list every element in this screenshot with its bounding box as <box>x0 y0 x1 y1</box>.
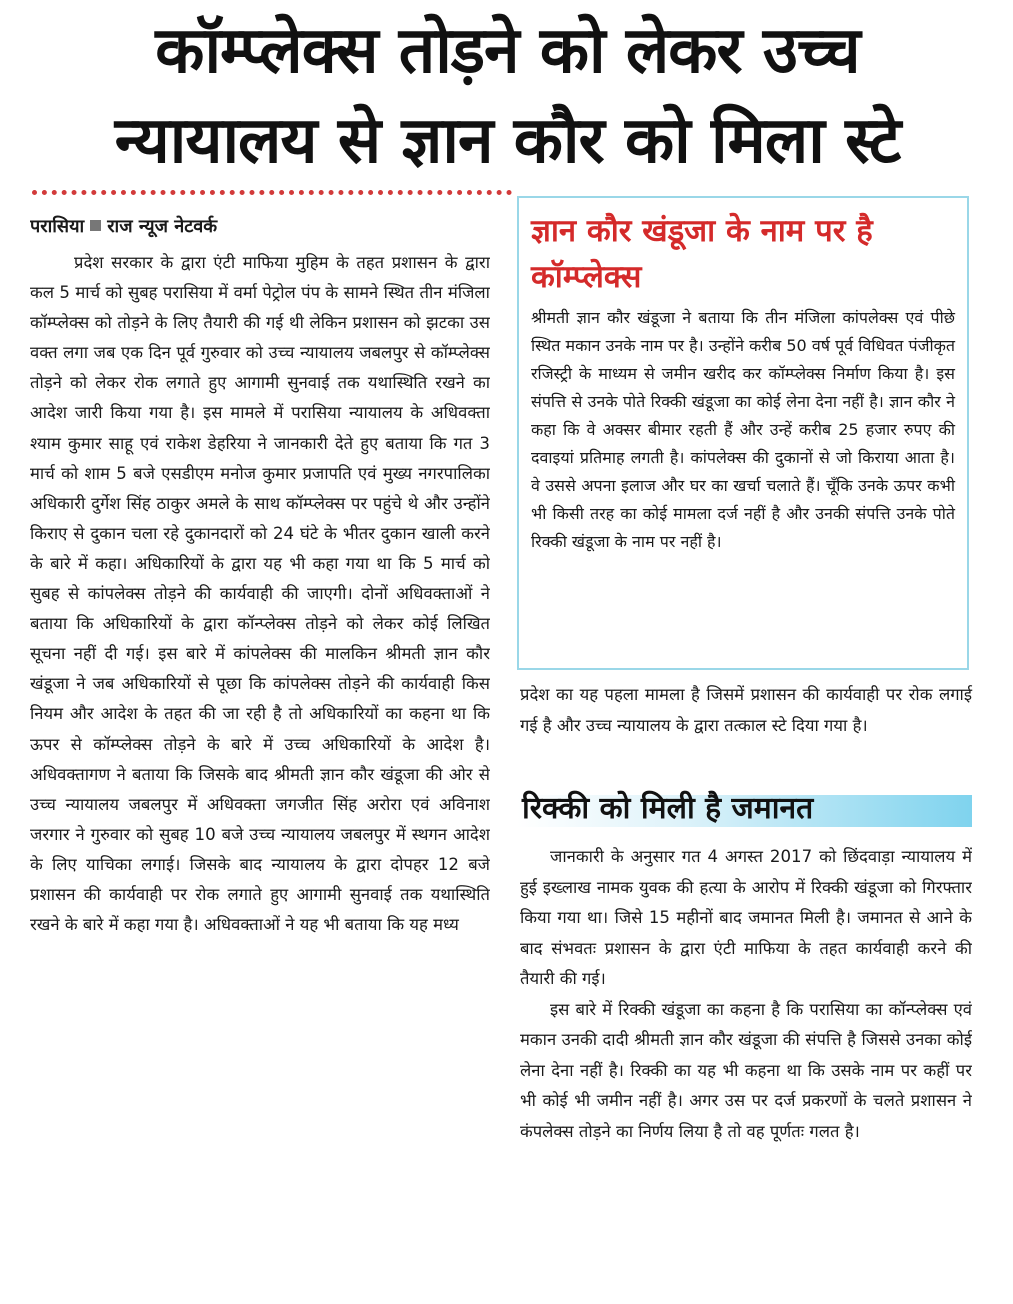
sidebar-box-title: ज्ञान कौर खंडूजा के नाम पर है कॉम्प्लेक्स <box>531 213 873 295</box>
headline-line-2: न्यायालय से ज्ञान कौर को मिला स्टे <box>114 104 901 178</box>
dateline-source: राज न्यूज नेटवर्क <box>107 216 218 237</box>
sidebar-box-text: श्रीमती ज्ञान कौर खंडूजा ने बताया कि तीन मंजिला कांपलेक्स एवं पीछे स्थित मकान उनके नाम पर है। उन्होंने करीब 50 वर्ष पूर्व विधिवत पंजीकृत रजिस्ट्री के माध्यम से जमीन खरीद कर कॉम्प्लेक्स निर्माण किया है। इस संपत्ति से उनके पोते रिक्की खंडूजा का कोई लेना देना नहीं है। ज्ञान कौर ने कहा कि वे अक्सर बीमार रहती हैं और उन्हें करीब 25 हजार रुपए की दवाइयां प्रतिमाह लगती है। कांपलेक्स की दुकानों से जो किराया आता है। वे उससे अपना इलाज और घर का खर्चा चलाते हैं। चूँकि उनके ऊपर कभी भी किसी तरह का कोई मामला दर्ज नहीं है और उनकी संपत्ति उनके पोते रिक्की खंडूजा के नाम पर नहीं है। <box>531 308 955 551</box>
dateline <box>30 212 490 242</box>
dotted-divider <box>32 190 512 195</box>
headline-line-1: कॉम्प्लेक्स तोड़ने को लेकर उच्च <box>155 14 860 88</box>
main-article-text: प्रदेश सरकार के द्वारा एंटी माफिया मुहिम के तहत प्रशासन के द्वारा कल 5 मार्च को सुबह परासिया में वर्मा पेट्रोल पंप के सामने स्थित तीन मंजिला कॉम्प्लेक्स को तोड़ने के लिए तैयारी की गई थी लेकिन प्रशासन को झटका उस वक्त लगा जब एक दिन पूर्व गुरुवार को उच्च न्यायालय जबलपुर से कॉम्प्लेक्स तोड़ने को लेकर रोक लगाते हुए आगामी सुनवाई तक यथास्थिति रखने का आदेश जारी किया गया है। इस मामले में परासिया न्यायालय के अधिवक्ता श्याम कुमार साहू एवं राकेश डेहरिया ने जानकारी देते हुए बताया कि गत 3 मार्च को शाम 5 बजे एसडीएम मनोज कुमार प्रजापति एवं मुख्य नगरपालिका अधिकारी दुर्गेश सिंह ठाकुर अमले के साथ कॉम्प्लेक्स पर पहुंचे थे और उन्होंने किराए से दुकान चला रहे दुकानदारों को 24 घंटे के भीतर दुकान खाली करने के बारे में कहा। अधिकारियों के द्वारा यह भी कहा गया था कि 5 मार्च को सुबह से कांपलेक्स तोड़ने की कार्यवाही की जाएगी। दोनों अधिवक्ताओं ने बताया कि अधिकारियों के द्वारा कॉन्प्लेक्स तोड़ने को लेकर कोई लिखित सूचना नहीं दी गई। इस बारे में कांपलेक्स की मालकिन श्रीमती ज्ञान कौर खंडूजा ने जब अधिकारियों से पूछा कि कांपलेक्स तोड़ने की कार्यवाही किस नियम और आदेश के तहत की जा रही है तो अधिकारियों का कहना था कि ऊपर से कॉम्प्लेक्स तोड़ने के बारे में उच्च अधिकारियों के आदेश है। अधिवक्तागण ने बताया कि जिसके बाद श्रीमती ज्ञान कौर खंडूजा की ओर से उच्च न्यायालय जबलपुर में अधिवक्ता जगजीत सिंह अरोरा एवं अविनाश जरगार ने गुरुवार को सुबह 10 बजे उच्च न्यायालय जबलपुर में स्थगन आदेश के लिए याचिका लगाई। जिसके बाद न्यायालय के द्वारा दोपहर 12 बजे प्रशासन की कार्यवाही पर रोक लगाते हुए आगामी सुनवाई तक यथास्थिति रखने के बारे में कहा गया है। अधिवक्ताओं ने यह भी बताया कि यह मध्य <box>30 253 490 935</box>
sub-article-paragraph-1: जानकारी के अनुसार गत 4 अगस्त 2017 को छिंदवाड़ा न्यायालय में हुई इख्लाख नामक युवक की हत्या के आरोप में रिक्की खंडूजा को गिरफ्तार किया गया था। जिसे 15 महीनों बाद जमानत मिली है। जमानत से आने के बाद संभवतः प्रशासन के द्वारा एंटी माफिया के तहत कार्यवाही करने की तैयारी की गई। <box>520 847 972 988</box>
sub-article <box>520 842 972 1292</box>
square-bullet-icon <box>90 220 101 231</box>
main-article-continuation: प्रदेश का यह पहला मामला है जिसमें प्रशासन की कार्यवाही पर रोक लगाई गई है और उच्च न्यायालय के द्वारा तत्काल स्टे दिया गया है। <box>520 685 972 735</box>
subheading: रिक्की को मिली है जमानत <box>522 791 814 826</box>
sub-article-paragraph-2: इस बारे में रिक्की खंडूजा का कहना है कि परासिया का कॉन्प्लेक्स एवं मकान उनकी दादी श्रीमती ज्ञान कौर खंडूजा की संपत्ति है जिससे उनका कोई लेना देना नहीं है। रिक्की का यह भी कहना था कि उसके नाम पर कहीं पर भी कोई भी जमीन नहीं है। अगर उस पर दर्ज प्रकरणों के चलते प्रशासन ने कंपलेक्स तोड़ने का निर्णय लिया है तो वह पूर्णतः गलत है। <box>520 999 972 1141</box>
sidebar-box <box>517 196 969 670</box>
main-article <box>30 210 490 1300</box>
headline <box>20 6 995 186</box>
dateline-place: परासिया <box>30 216 85 237</box>
